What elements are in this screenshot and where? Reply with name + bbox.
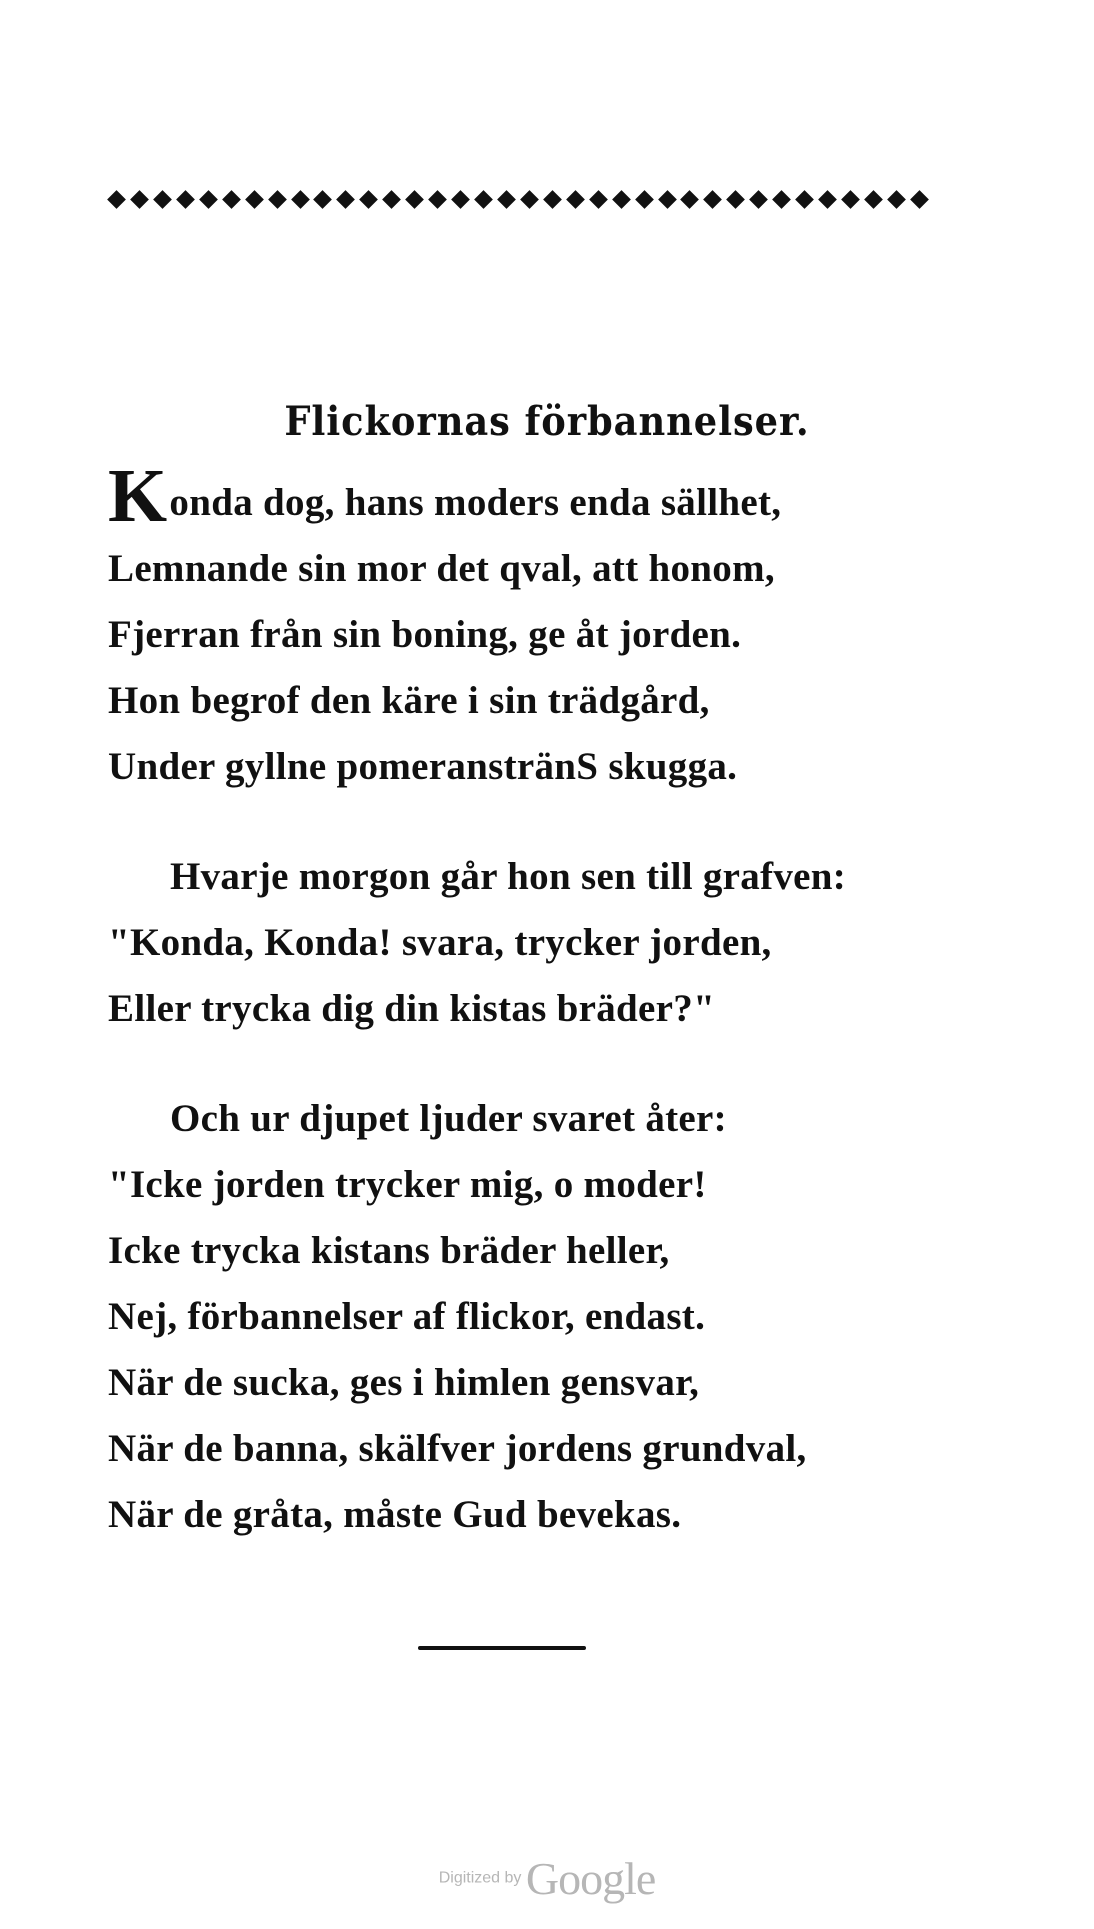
ornament-diamond-icon bbox=[222, 190, 241, 209]
ornament-border bbox=[108, 184, 928, 214]
digitized-label: Digitized by bbox=[438, 1869, 522, 1887]
poem-line: Hvarje morgon går hon sen till grafven: bbox=[170, 855, 847, 898]
poem-line: Konda dog, hans moders enda sällhet, bbox=[108, 454, 782, 538]
ornament-diamond-icon bbox=[153, 190, 172, 209]
ornament-diamond-icon bbox=[635, 190, 654, 209]
ornament-diamond-icon bbox=[359, 190, 378, 209]
ornament-diamond-icon bbox=[382, 190, 401, 209]
poem-line: Hon begrof den käre i sin trädgård, bbox=[108, 679, 710, 722]
ornament-diamond-icon bbox=[887, 190, 906, 209]
poem-line: Nej, förbannelser af flickor, endast. bbox=[108, 1295, 706, 1338]
ornament-diamond-icon bbox=[245, 190, 264, 209]
end-rule bbox=[418, 1646, 586, 1650]
stanza-gap bbox=[108, 800, 988, 844]
poem-line: Och ur djupet ljuder svaret åter: bbox=[170, 1097, 727, 1140]
google-logo: Google bbox=[525, 1853, 656, 1904]
ornament-diamond-icon bbox=[314, 190, 333, 209]
ornament-diamond-icon bbox=[818, 190, 837, 209]
poem-line: När de sucka, ges i himlen gensvar, bbox=[108, 1361, 700, 1404]
ornament-diamond-icon bbox=[130, 190, 149, 209]
stanza-gap bbox=[108, 1042, 988, 1086]
ornament-diamond-icon bbox=[176, 190, 195, 209]
poem-line: Eller trycka dig din kistas bräder?" bbox=[108, 987, 716, 1030]
ornament-diamond-icon bbox=[405, 190, 424, 209]
ornament-diamond-icon bbox=[749, 190, 768, 209]
ornament-diamond-icon bbox=[543, 190, 562, 209]
ornament-diamond-icon bbox=[681, 190, 700, 209]
ornament-diamond-icon bbox=[520, 190, 539, 209]
ornament-diamond-icon bbox=[612, 190, 631, 209]
ornament-diamond-icon bbox=[199, 190, 218, 209]
ornament-diamond-icon bbox=[864, 190, 883, 209]
ornament-diamond-icon bbox=[772, 190, 791, 209]
ornament-diamond-icon bbox=[795, 190, 814, 209]
ornament-diamond-icon bbox=[268, 190, 287, 209]
poem-title: Flickornas förbannelser. bbox=[284, 398, 810, 445]
ornament-diamond-icon bbox=[497, 190, 516, 209]
ornament-diamond-icon bbox=[291, 190, 310, 209]
ornament-diamond-icon bbox=[658, 190, 677, 209]
poem-line: När de banna, skälfver jordens grundval, bbox=[108, 1427, 807, 1470]
poem-line: Lemnande sin mor det qval, att honom, bbox=[108, 547, 775, 590]
poem-line: När de gråta, måste Gud bevekas. bbox=[108, 1493, 682, 1536]
poem-line: Under gyllne pomeranstränS skugga. bbox=[108, 745, 738, 788]
poem-line: Icke trycka kistans bräder heller, bbox=[108, 1229, 670, 1272]
poem-line: "Konda, Konda! svara, trycker jorden, bbox=[108, 921, 772, 964]
ornament-diamond-icon bbox=[726, 190, 745, 209]
drop-cap: K bbox=[108, 454, 168, 538]
ornament-diamond-icon bbox=[107, 190, 126, 209]
poem-body bbox=[108, 454, 988, 1548]
ornament-diamond-icon bbox=[474, 190, 493, 209]
poem-line: Fjerran från sin boning, ge åt jorden. bbox=[108, 613, 742, 656]
digitized-footer bbox=[0, 1852, 1094, 1905]
ornament-diamond-icon bbox=[336, 190, 355, 209]
ornament-diamond-icon bbox=[566, 190, 585, 209]
ornament-diamond-icon bbox=[428, 190, 447, 209]
ornament-diamond-icon bbox=[910, 190, 929, 209]
ornament-diamond-icon bbox=[703, 190, 722, 209]
ornament-diamond-icon bbox=[451, 190, 470, 209]
ornament-diamond-icon bbox=[589, 190, 608, 209]
poem-line: "Icke jorden trycker mig, o moder! bbox=[108, 1163, 707, 1206]
ornament-diamond-icon bbox=[841, 190, 860, 209]
